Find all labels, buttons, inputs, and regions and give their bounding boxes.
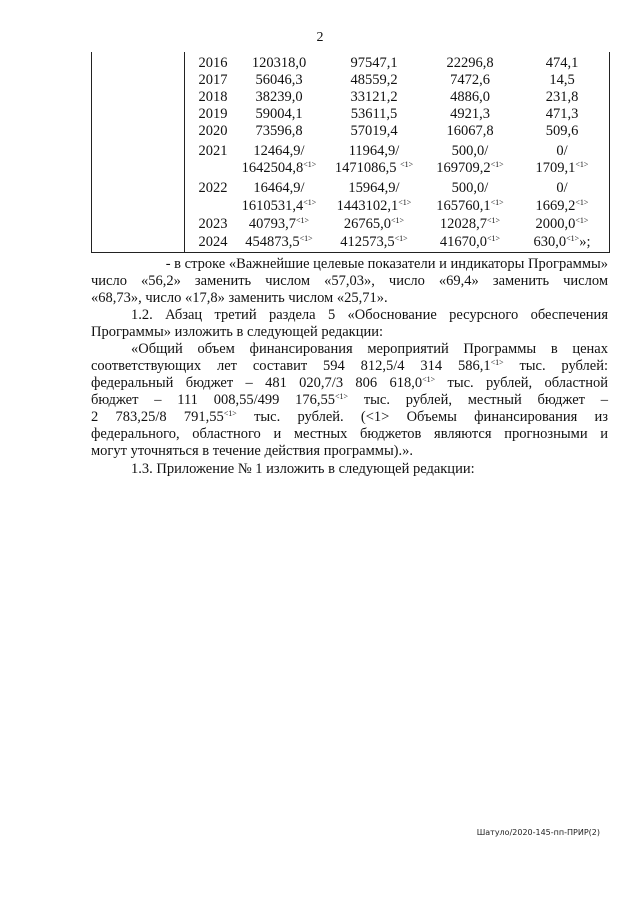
- cell-regional: $165760,1^{<1>}$: [436, 198, 504, 214]
- table-row: [92, 216, 609, 232]
- paragraph-line: бюджет – 111 008,55/499 $176,55^{<1>}$ тыс. рублей, местный бюджет –: [91, 392, 608, 408]
- footer-document-code: Шатуло/2020-145-пп-ПРИР(2): [476, 828, 600, 837]
- cell-regional: 4886,0: [450, 89, 490, 105]
- cell-local: 0/: [556, 143, 568, 159]
- cell-total: 73596,8: [255, 123, 303, 139]
- cell-regional: 500,0/: [451, 143, 489, 159]
- paragraph-line: федеральный бюджет – 481 020,7/3 806 $618,0^{<1>}$ тыс. рублей, областной: [91, 375, 608, 391]
- cell-local: $2000,0^{<1>}$: [535, 216, 589, 232]
- cell-regional: 7472,6: [450, 72, 490, 88]
- cell-total: $454873,5^{<1>}$: [245, 234, 313, 250]
- table-row: [92, 234, 609, 250]
- paragraph-line: 1.3. Приложение № 1 изложить в следующей редакции:: [131, 461, 475, 477]
- table-row: [92, 143, 609, 159]
- cell-year: 2022: [198, 180, 228, 196]
- cell-federal: 15964,9/: [348, 180, 400, 196]
- table-row: [92, 198, 609, 214]
- table-row: [92, 72, 609, 88]
- cell-year: 2016: [198, 55, 228, 71]
- cell-federal: 53611,5: [350, 106, 398, 122]
- cell-federal: 1471086,5 $^{<1>}$: [334, 160, 414, 176]
- cell-regional: $169709,2^{<1>}$: [436, 160, 504, 176]
- cell-federal: $26765,0^{<1>}$: [343, 216, 405, 232]
- cell-year: 2023: [198, 216, 228, 232]
- cell-federal: 11964,9/: [348, 143, 400, 159]
- paragraph-line: федерального, областного и местных бюджетов являются прогнозными и: [91, 426, 608, 442]
- page-number: 2: [316, 30, 324, 45]
- cell-total: 12464,9/: [253, 143, 305, 159]
- table-row: [92, 160, 609, 176]
- cell-regional: 16067,8: [446, 123, 494, 139]
- cell-regional: 22296,8: [446, 55, 494, 71]
- cell-local: $1709,1^{<1>}$: [535, 160, 589, 176]
- cell-federal: 57019,4: [350, 123, 398, 139]
- paragraph-line: 1.2. Абзац третий раздела 5 «Обоснование ресурсного обеспечения: [131, 307, 608, 323]
- cell-federal: 33121,2: [350, 89, 398, 105]
- cell-total: 120318,0: [251, 55, 307, 71]
- cell-federal: 97547,1: [350, 55, 398, 71]
- cell-year: 2017: [198, 72, 228, 88]
- paragraph-line: «Общий объем финансирования мероприятий Программы в ценах: [131, 341, 608, 357]
- table-row: [92, 123, 609, 139]
- cell-total: $1610531,4^{<1>}$: [241, 198, 317, 214]
- cell-year: 2021: [198, 143, 228, 159]
- cell-total: 56046,3: [255, 72, 303, 88]
- cell-total: $1642504,8^{<1>}$: [241, 160, 317, 176]
- cell-year: 2024: [198, 234, 228, 250]
- paragraph-line: 2 783,25/8 $791,55^{<1>}$ тыс. рублей. (<1> Объемы финансирования из: [91, 409, 608, 425]
- cell-regional: $41670,0^{<1>}$: [439, 234, 501, 250]
- cell-total: 38239,0: [255, 89, 303, 105]
- paragraph-line: Программы» изложить в следующей редакции:: [91, 324, 384, 340]
- cell-regional: $12028,7^{<1>}$: [439, 216, 501, 232]
- cell-federal: 48559,2: [350, 72, 398, 88]
- cell-federal: $412573,5^{<1>}$: [340, 234, 408, 250]
- table-row: [92, 89, 609, 105]
- cell-year: 2020: [198, 123, 228, 139]
- cell-local: $630,0^{<1>}$»;: [533, 234, 591, 250]
- paragraph-line: «68,73», число «17,8» заменить числом «25,71».: [91, 290, 388, 306]
- cell-local: 14,5: [549, 72, 575, 88]
- paragraph-line: - в строке «Важнейшие целевые показатели и индикаторы Программы»: [165, 256, 608, 272]
- cell-regional: 500,0/: [451, 180, 489, 196]
- cell-local: 474,1: [545, 55, 579, 71]
- cell-local: 0/: [556, 180, 568, 196]
- financing-table: [91, 52, 610, 253]
- paragraph-line: число «56,2» заменить числом «57,03», число «69,4» заменить числом: [91, 273, 608, 289]
- cell-year: 2019: [198, 106, 228, 122]
- cell-regional: 4921,3: [450, 106, 490, 122]
- table-row: [92, 180, 609, 196]
- cell-local: 231,8: [545, 89, 579, 105]
- cell-local: $1669,2^{<1>}$: [535, 198, 589, 214]
- cell-local: 471,3: [545, 106, 579, 122]
- paragraph-line: соответствующих лет составит 594 812,5/4 314 $586,1^{<1>}$ тыс. рублей:: [91, 358, 609, 374]
- cell-local: 509,6: [545, 123, 579, 139]
- cell-total: 16464,9/: [253, 180, 305, 196]
- paragraph-line: могут уточняться в течение действия программы).».: [91, 443, 414, 459]
- cell-year: 2018: [198, 89, 228, 105]
- cell-total: $40793,7^{<1>}$: [248, 216, 310, 232]
- cell-federal: $1443102,1^{<1>}$: [336, 198, 412, 214]
- table-row: [92, 106, 609, 122]
- table-row: [92, 55, 609, 71]
- cell-total: 59004,1: [255, 106, 303, 122]
